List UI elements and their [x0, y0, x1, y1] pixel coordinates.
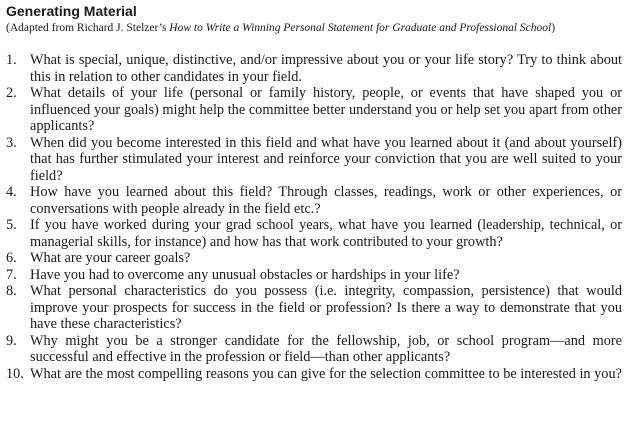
question-item-9	[6, 333, 622, 366]
question-number: 10.	[6, 365, 24, 382]
question-number: 6.	[6, 250, 17, 266]
question-number: 1.	[6, 52, 17, 68]
question-item-1	[6, 52, 622, 85]
question-text: How have you learned about this field? Through classes, readings, work or other experiences, or conversations with people already in the field etc.?	[30, 184, 622, 217]
question-text: Why might you be a stronger candidate for the fellowship, job, or school program—and more successful and effective in the profession or field—than other applicants?	[30, 332, 622, 365]
question-item-7	[6, 267, 622, 284]
question-text: What is special, unique, distinctive, and/or impressive about you or your life story? Try to think about this in relation to other candidates in your field.	[30, 52, 622, 85]
question-text: What are the most compelling reasons you can give for the selection committee to be interested in you?	[30, 365, 622, 382]
question-item-3	[6, 135, 622, 185]
question-text: What personal characteristics do you possess (i.e. integrity, compassion, persistence) that would improve your prospects for success in the field or profession? Is there a way to demonstrate that you have these characteristics?	[30, 283, 622, 332]
question-item-5	[6, 217, 622, 250]
question-number: 8.	[6, 283, 17, 299]
question-number: 5.	[6, 217, 17, 233]
source-book-title: How to Write a Winning Personal Statement for Graduate and Professional School	[169, 22, 552, 34]
question-text: Have you had to overcome any unusual obstacles or hardships in your life?	[30, 266, 460, 283]
question-item-6	[6, 250, 622, 267]
question-item-2	[6, 85, 622, 135]
question-text: What details of your life (personal or family history, people, or events that have shaped you or influenced your goals) might help the committee better understand you or help set you apart from other applicants?	[30, 85, 622, 134]
question-item-4	[6, 184, 622, 217]
source-suffix: )	[551, 22, 556, 34]
question-text: If you have worked during your grad school years, what have you learned (leadership, technical, or managerial skills, for instance) and how has that work contributed to your growth?	[30, 217, 622, 250]
question-text: When did you become interested in this field and what have you learned about it (and about yourself) that has further stimulated your interest and reinforce your conviction that you are well suited to your field?	[30, 134, 622, 184]
question-item-8	[6, 283, 622, 333]
source-citation	[6, 21, 622, 35]
question-text: What are your career goals?	[30, 250, 191, 266]
question-item-10	[6, 366, 622, 383]
document-title: Generating Material	[6, 3, 137, 19]
question-number: 2.	[6, 85, 17, 101]
question-number: 7.	[6, 266, 17, 283]
source-prefix: (Adapted from Richard J. Stelzer’s	[6, 22, 170, 34]
question-list	[6, 52, 622, 382]
question-number: 9.	[6, 332, 17, 349]
question-number: 3.	[6, 134, 17, 151]
question-number: 4.	[6, 184, 17, 200]
